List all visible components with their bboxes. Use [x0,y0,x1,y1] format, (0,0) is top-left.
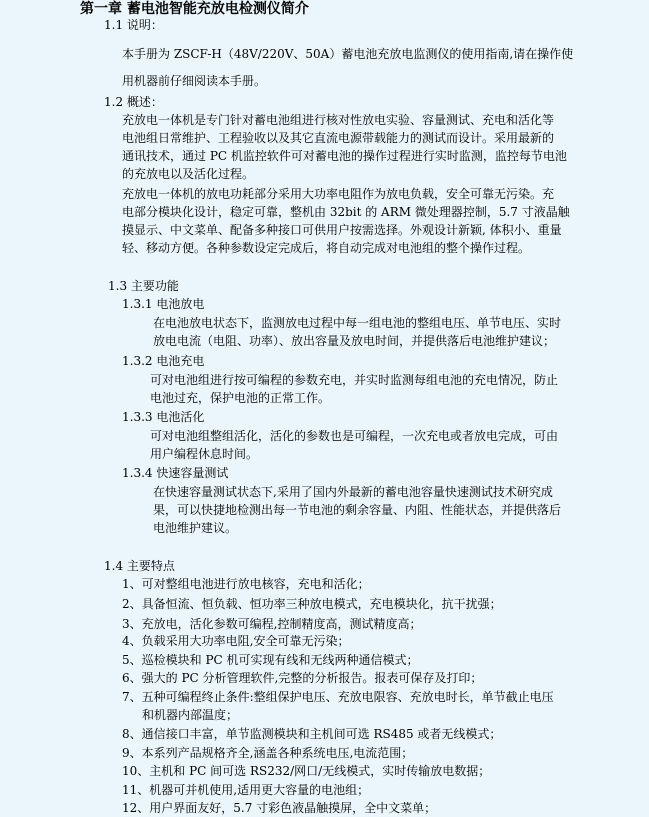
section-1-2-p2-line: 电部分模块化设计，稳定可靠，整机由 32bit 的 ARM 微处理器控制，5.7 寸液晶触 [122,205,570,219]
section-1-3-heading: 1.3 主要功能 [108,279,179,293]
subsection-1-3-2-heading: 1.3.2 电池充电 [122,354,205,368]
chapter-title: 第一章 蓄电池智能充放电检测仪简介 [80,1,309,17]
feature-item: 5、巡检模块和 PC 机可实现有线和无线两种通信模式； [122,653,419,667]
section-1-2-p2-line: 轻、移动方便。各种参数设定完成后，将自动完成对电池组的整个操作过程。 [122,241,531,255]
section-1-2-p1-line: 充放电一体机是专门针对蓄电池组进行核对性放电实验、容量测试、充电和活化等 [122,113,555,127]
section-1-2-p1-line: 的充放电以及活化过程。 [122,167,255,181]
section-1-4-heading: 1.4 主要特点 [104,559,175,573]
section-1-1-line: 用机器前仔细阅读本手册。 [122,74,267,88]
section-1-2-p2-line: 摸显示、中文菜单、配备多种接口可供用户按需选择。外观设计新颖, 体积小、重量 [122,223,562,237]
section-1-1-heading: 1.1 说明： [104,18,163,32]
subsection-1-3-1-line: 在电池放电状态下，监测放电过程中每一组电池的整组电压、单节电压、实时 [153,316,562,330]
subsection-1-3-4-heading: 1.3.4 快速容量测试 [122,466,229,480]
feature-item: 2、具备恒流、恒负载、恒功率三种放电模式，充电模块化，抗干扰强； [122,597,502,611]
subsection-1-3-4-line: 在快速容量测试状态下,采用了国内外最新的蓄电池容量快速测试技术研究成 [153,485,553,499]
subsection-1-3-3-line: 用户编程休息时间。 [150,447,259,461]
subsection-1-3-1-line: 放电电流（电阻、功率）、放出容量及放电时间，并提供落后电池维护建议； [153,334,556,348]
feature-item: 9、本系列产品规格齐全,涵盖各种系统电压,电流范围； [122,746,414,760]
feature-item: 8、通信接口丰富，单节监测模块和主机间可选 RS485 或者无线模式； [122,727,502,741]
subsection-1-3-2-line: 可对电池组进行按可编程的参数充电，并实时监测每组电池的充电情况，防止 [150,373,559,387]
feature-item: 1、可对整组电池进行放电核容，充电和活化； [122,577,370,591]
feature-item: 7、五种可编程终止条件:整组保护电压、充放电限容、充放电时长，单节截止电压 [122,690,554,704]
section-1-2-heading: 1.2 概述： [104,95,163,109]
feature-item: 12、用户界面友好，5.7 寸彩色液晶触摸屏，全中文菜单； [122,801,437,815]
section-1-1-line: 本手册为 ZSCF-H（48V/220V、50A）蓄电池充放电监测仪的使用指南,请在操作使 [122,47,574,61]
feature-item: 11、机器可并机使用,适用更大容量的电池组； [122,783,370,797]
feature-item: 6、强大的 PC 分析管理软件,完整的分析报告。报表可保存及打印； [122,671,483,685]
section-1-2-p2-line: 充放电一体机的放电功耗部分采用大功率电阻作为放电负载，安全可靠无污染。充 [122,187,555,201]
section-1-2-p1-line: 通讯技术，通过 PC 机监控软件可对蓄电池的操作过程进行实时监测，监控每节电池 [122,149,567,163]
subsection-1-3-3-line: 可对电池组整组活化，活化的参数也是可编程，一次充电或者放电完成，可由 [150,429,559,443]
subsection-1-3-4-line: 果，可以快捷地检测出每一节电池的剩余容量、内阻、性能状态，并提供落后 [153,503,562,517]
subsection-1-3-3-heading: 1.3.3 电池活化 [122,410,205,424]
feature-item: 10、主机和 PC 间可选 RS232/网口/无线模式，实时传输放电数据； [122,764,491,778]
feature-item: 3、充放电，活化参数可编程,控制精度高，测试精度高； [122,617,422,631]
feature-item-continuation: 和机器内部温度； [142,708,239,722]
subsection-1-3-4-line: 电池维护建议。 [153,521,238,535]
section-1-2-p1-line: 电池组日常维护、工程验收以及其它直流电源带载能力的测试而设计。采用最新的 [122,131,555,145]
subsection-1-3-1-heading: 1.3.1 电池放电 [122,297,205,311]
subsection-1-3-2-line: 电池过充，保护电池的正常工作。 [150,391,331,405]
feature-item: 4、负载采用大功率电阻,安全可靠无污染； [122,634,350,648]
